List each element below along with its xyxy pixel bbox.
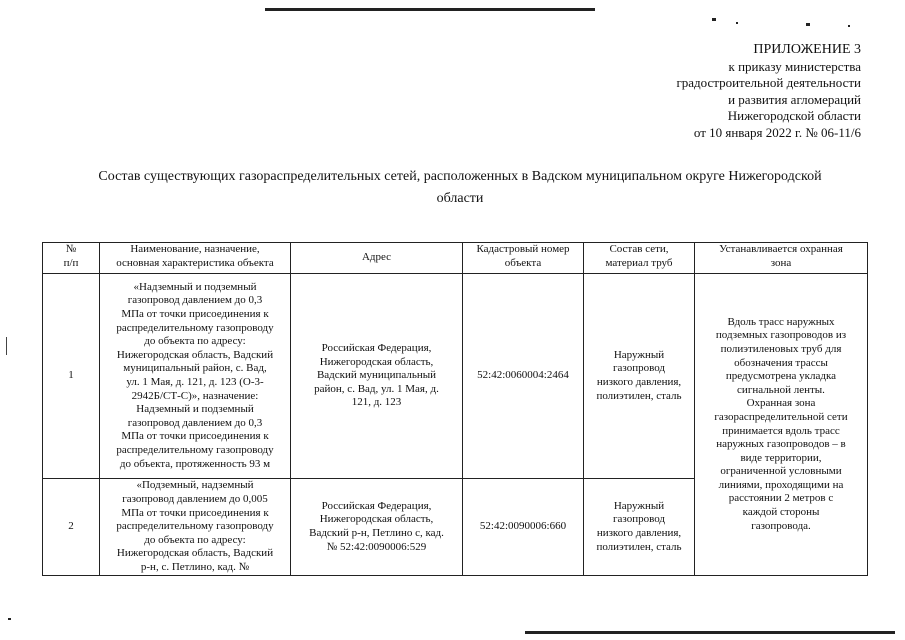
cell-name: «Подземный, надземный газопровод давлением до 0,005 МПа от точки присоединения к распределительному газопроводу до объекта по адресу: Нижегородская область, Вадский р-н, с. Петлино, кад. № xyxy=(100,479,291,576)
appendix-line: градостроительной деятельности xyxy=(676,75,861,90)
cell-address: Российская Федерация, Нижегородская область, Вадский р-н, Петлино с, кад. № 52:42:0090006:529 xyxy=(291,479,463,576)
header-name: Наименование, назначение, основная характеристика объекта xyxy=(100,243,291,274)
header-zone: Устанавливается охранная зона xyxy=(695,243,868,274)
appendix-line: к приказу министерства xyxy=(728,58,861,74)
header-cadastral: Кадастровый номер объекта xyxy=(463,243,584,274)
appendix-line: и развития агломераций xyxy=(728,91,861,107)
header-address: Адрес xyxy=(291,243,463,274)
cell-number: 1 xyxy=(43,274,100,479)
gas-networks-table xyxy=(42,242,868,576)
scan-speck xyxy=(8,618,11,620)
scan-artifact-line xyxy=(525,631,895,634)
table-header-row xyxy=(43,243,868,274)
header-number: № п/п xyxy=(43,243,100,274)
scan-speck xyxy=(806,23,810,26)
scan-speck xyxy=(712,18,716,21)
cell-protection-zone: Вдоль трасс наружных подземных газопроводов из полиэтиленовых труб для обозначения трассы предусмотрена укладка сигнальной ленты. Охранная зона газораспределительной сети принимается вдоль трасс наружных газопроводов – в виде территории, ограниченной условными линиями, проходящими на расстоянии 2 метров с каждой стороны газопровода. xyxy=(695,274,868,576)
document-title xyxy=(55,166,865,210)
scan-artifact-line xyxy=(265,8,595,11)
appendix-title: ПРИЛОЖЕНИЕ 3 xyxy=(753,42,861,57)
cell-network: Наружный газопровод низкого давления, полиэтилен, сталь xyxy=(584,479,695,576)
cell-cadastral: 52:42:0090006:660 xyxy=(463,479,584,576)
table-row xyxy=(43,274,868,479)
appendix-line: Нижегородской области xyxy=(727,108,861,123)
document-title-line: Состав существующих газораспределительных сетей, расположенных в Вадском муниципальном округе Нижегородской xyxy=(98,169,822,184)
cell-address: Российская Федерация, Нижегородская область, Вадский муниципальный район, с. Вад, ул. 1 Мая, д. 121, д. 123 xyxy=(291,274,463,479)
document-title-line: области xyxy=(436,191,484,206)
appendix-header xyxy=(676,42,861,141)
scan-artifact-tick xyxy=(6,337,7,355)
cell-name: «Надземный и подземный газопровод давлением до 0,3 МПа от точки присоединения к распределительному газопроводу до объекта по адресу: Нижегородская область, Вадский муниципальный район, с. Вад, ул. 1 Мая, д. 121, д. 123 (О-3- 2942Б/СТ-С)», назначение: Надземный и подземный газопровод давлением до 0,3 МПа от точки присоединения к распределительному газопроводу до объекта, протяженность 93 м xyxy=(100,274,291,479)
header-network: Состав сети, материал труб xyxy=(584,243,695,274)
cell-network: Наружный газопровод низкого давления, полиэтилен, сталь xyxy=(584,274,695,479)
scan-speck xyxy=(736,22,738,24)
cell-cadastral: 52:42:0060004:2464 xyxy=(463,274,584,479)
cell-number: 2 xyxy=(43,479,100,576)
scan-speck xyxy=(848,25,850,27)
appendix-line: от 10 января 2022 г. № 06-11/6 xyxy=(693,124,861,140)
